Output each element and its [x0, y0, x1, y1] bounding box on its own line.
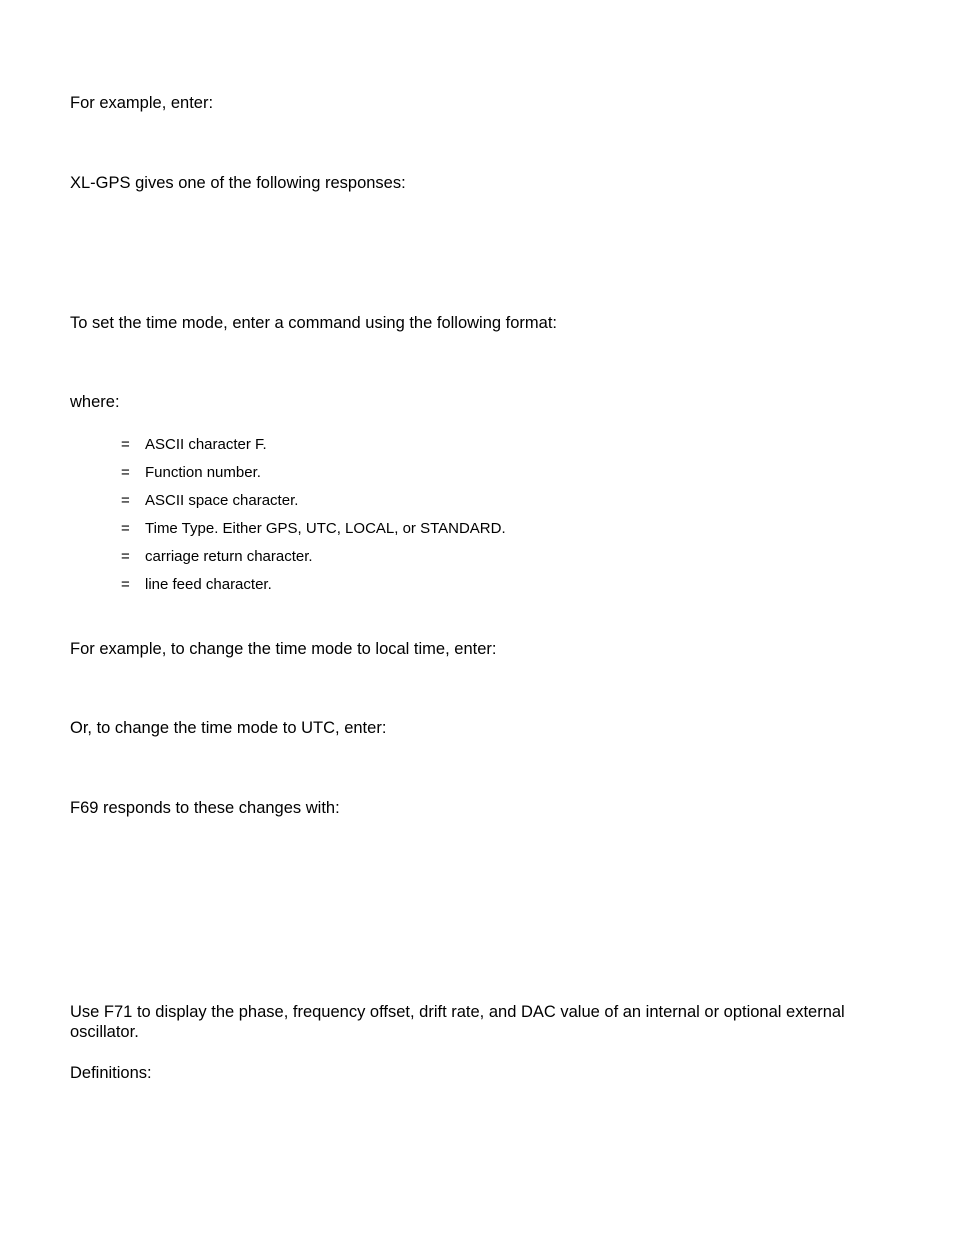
equals-sign: =: [121, 436, 130, 453]
definition-text: Time Type. Either GPS, UTC, LOCAL, or STANDARD.: [145, 520, 506, 537]
definition-item: [121, 548, 313, 566]
responses-intro-text: XL-GPS gives one of the following responses:: [70, 174, 406, 192]
set-time-mode-text: To set the time mode, enter a command using the following format:: [70, 314, 557, 332]
definition-item: [121, 520, 506, 538]
definition-item: [121, 492, 298, 510]
definitions-label: Definitions:: [70, 1064, 152, 1082]
utc-example-text: Or, to change the time mode to UTC, enter:: [70, 719, 387, 737]
definition-text: carriage return character.: [145, 548, 313, 565]
definition-item: [121, 576, 272, 594]
equals-sign: =: [121, 576, 130, 593]
equals-sign: =: [121, 492, 130, 509]
definition-item: [121, 464, 261, 482]
equals-sign: =: [121, 464, 130, 481]
definition-text: ASCII character F.: [145, 436, 267, 453]
equals-sign: =: [121, 548, 130, 565]
definition-text: Function number.: [145, 464, 261, 481]
definition-text: ASCII space character.: [145, 492, 299, 509]
definition-text: line feed character.: [145, 576, 272, 593]
equals-sign: =: [121, 520, 130, 537]
where-label: where:: [70, 393, 120, 411]
f71-description-text: Use F71 to display the phase, frequency offset, drift rate, and DAC value of an internal or optional external oscillator.: [70, 1003, 845, 1041]
local-time-example-text: For example, to change the time mode to local time, enter:: [70, 640, 497, 658]
f69-response-text: F69 responds to these changes with:: [70, 799, 340, 817]
example-enter-text: For example, enter:: [70, 94, 214, 112]
definition-item: [121, 436, 267, 454]
